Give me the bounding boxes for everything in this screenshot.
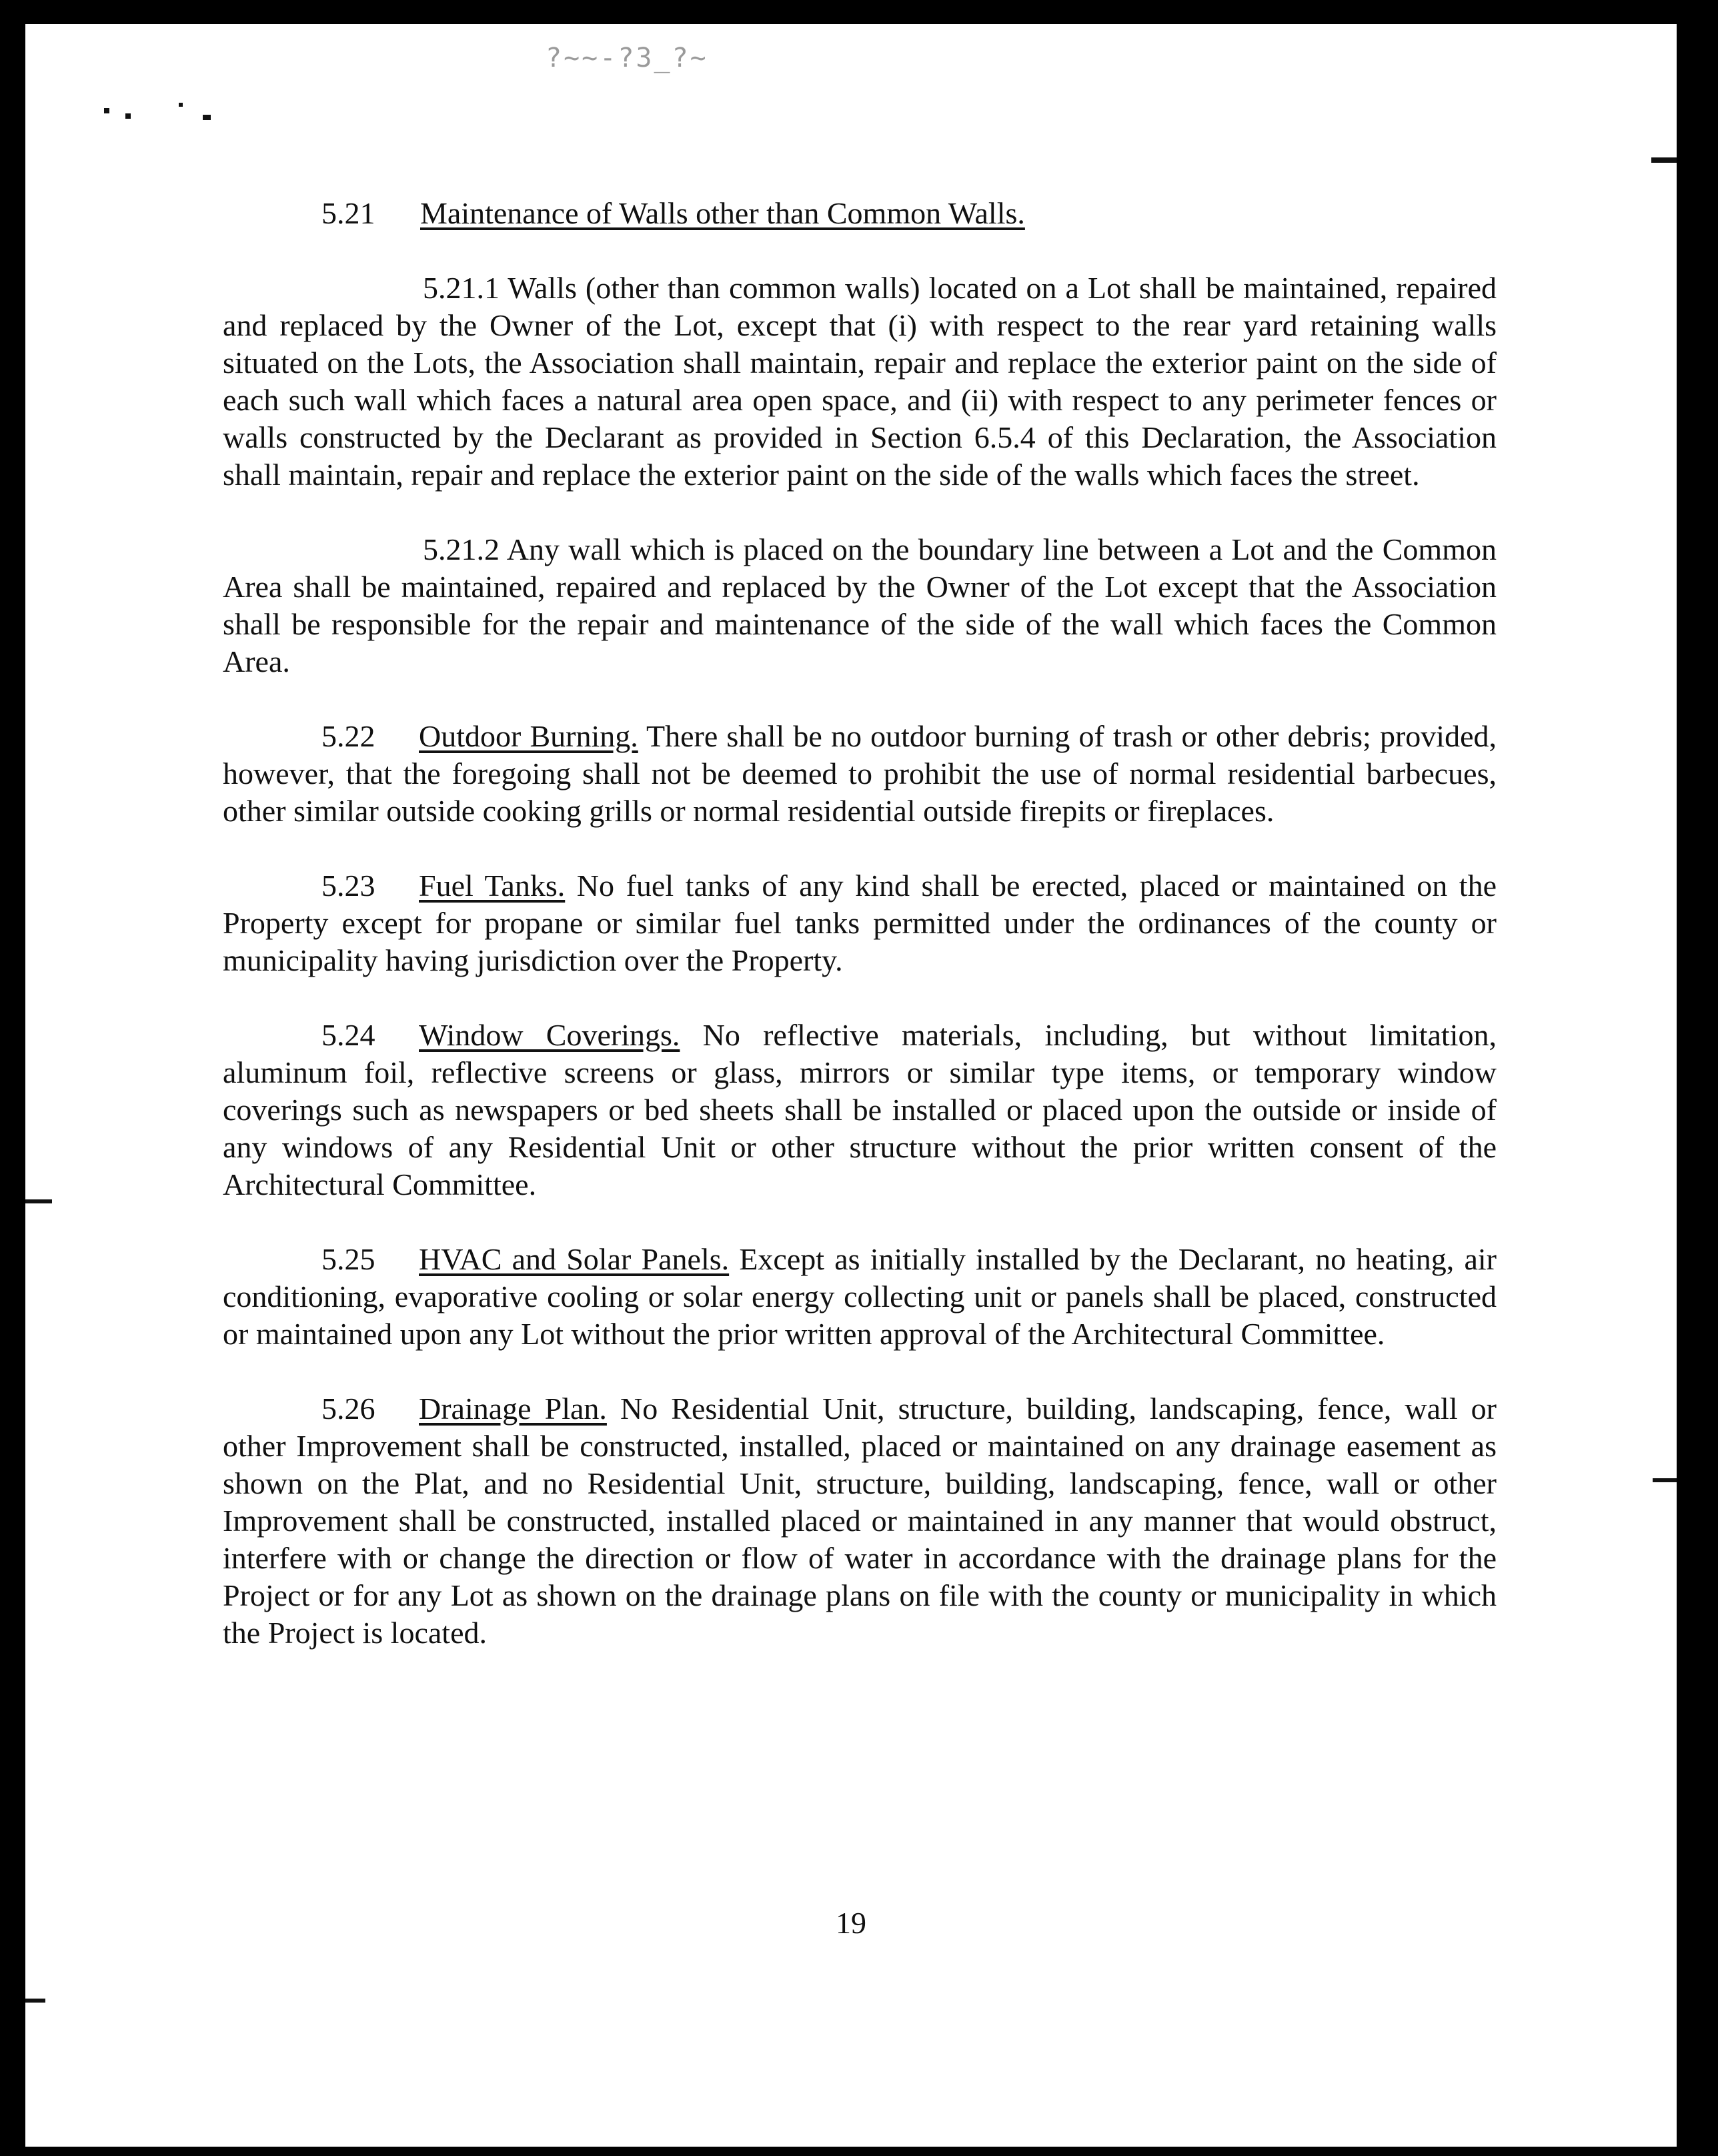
section-5-22 (223, 718, 1497, 830)
section-text: There shall be no outdoor burning of trash or other debris; provided, however, that the foregoing shall not be deemed to prohibit the use of normal residential barbecues, other similar outside cooking grills or normal residential outside firepits or fireplaces. (223, 719, 1497, 828)
section-title: Drainage Plan. (419, 1392, 607, 1426)
section-title: Maintenance of Walls other than Common Walls. (420, 196, 1025, 230)
header-stamp-code: ?~~-?3_?~ (546, 43, 708, 73)
scan-speck (104, 108, 109, 113)
section-number: 5.23 (321, 869, 375, 903)
section-5-21-heading (223, 195, 1497, 232)
paragraph-5-21-2: 5.21.2 Any wall which is placed on the boundary line between a Lot and the Common Area shall be maintained, repaired and replaced by the Owner of the Lot except that the Association shall be responsible for the repair and maintenance of the side of the wall which faces the Common Area. (223, 532, 1497, 678)
section-title: Window Coverings. (419, 1018, 680, 1052)
section-number: 5.21 (321, 196, 375, 230)
section-number: 5.22 (321, 719, 375, 753)
page-number: 19 (836, 1906, 866, 1940)
section-text: No reflective materials, including, but without limitation, aluminum foil, reflective screens or glass, mirrors or similar type items, or temporary window coverings such as newspapers or bed sheets shall be installed or placed upon the outside or inside of any windows of any Residential Unit or other structure without the prior written consent of the Architectural Committee. (223, 1018, 1497, 1201)
document-body (223, 195, 1497, 1689)
section-5-24 (223, 1017, 1497, 1203)
section-text: Except as initially installed by the Declarant, no heating, air conditioning, evaporative cooling or solar energy collecting unit or panels shall be placed, constructed or maintained upon any Lot without the prior written approval of the Architectural Committee. (223, 1242, 1497, 1351)
section-text: No Residential Unit, structure, building, landscaping, fence, wall or other Improvement shall be constructed, installed, placed or maintained on any drainage easement as shown on the Plat, and no Residential Unit, structure, building, landscaping, fence, wall or other Improvement shall be constructed, installed placed or maintained in any manner that would obstruct, interfere with or change the direction or flow of water in accordance with the drainage plans for the Project or for any Lot as shown on the drainage plans on file with the county or municipality in which the Project is located. (223, 1392, 1497, 1650)
scan-edge-mark (1653, 1478, 1677, 1482)
scan-speck (125, 113, 131, 119)
paragraph-5-21-1: 5.21.1 Walls (other than common walls) located on a Lot shall be maintained, repaired and replaced by the Owner of the Lot, except that (i) with respect to the rear yard retaining walls situated on the Lots, the Association shall maintain, repair and replace the exterior paint on the side of each such wall which faces a natural area open space, and (ii) with respect to any perimeter fences or walls constructed by the Declarant as provided in Section 6.5.4 of this Declaration, the Association shall maintain, repair and replace the exterior paint on the side of the walls which faces the street. (223, 271, 1497, 492)
scan-edge-mark (25, 1199, 52, 1203)
scan-edge-mark (25, 1999, 45, 2003)
section-title: HVAC and Solar Panels. (419, 1242, 730, 1276)
section-5-25 (223, 1241, 1497, 1353)
section-number: 5.25 (321, 1242, 375, 1276)
scanned-page (25, 24, 1677, 2147)
scan-speck (179, 103, 183, 107)
section-title: Fuel Tanks. (419, 869, 566, 903)
section-text: No fuel tanks of any kind shall be erected, placed or maintained on the Property except for propane or similar fuel tanks permitted under the ordinances of the county or municipality having jurisdiction over the Property. (223, 869, 1497, 977)
scan-speck (203, 115, 211, 120)
section-title: Outdoor Burning. (419, 719, 638, 753)
section-5-23 (223, 867, 1497, 979)
scan-edge-mark (1651, 157, 1677, 163)
section-number: 5.24 (321, 1018, 375, 1052)
section-5-26 (223, 1390, 1497, 1652)
section-number: 5.26 (321, 1392, 375, 1426)
